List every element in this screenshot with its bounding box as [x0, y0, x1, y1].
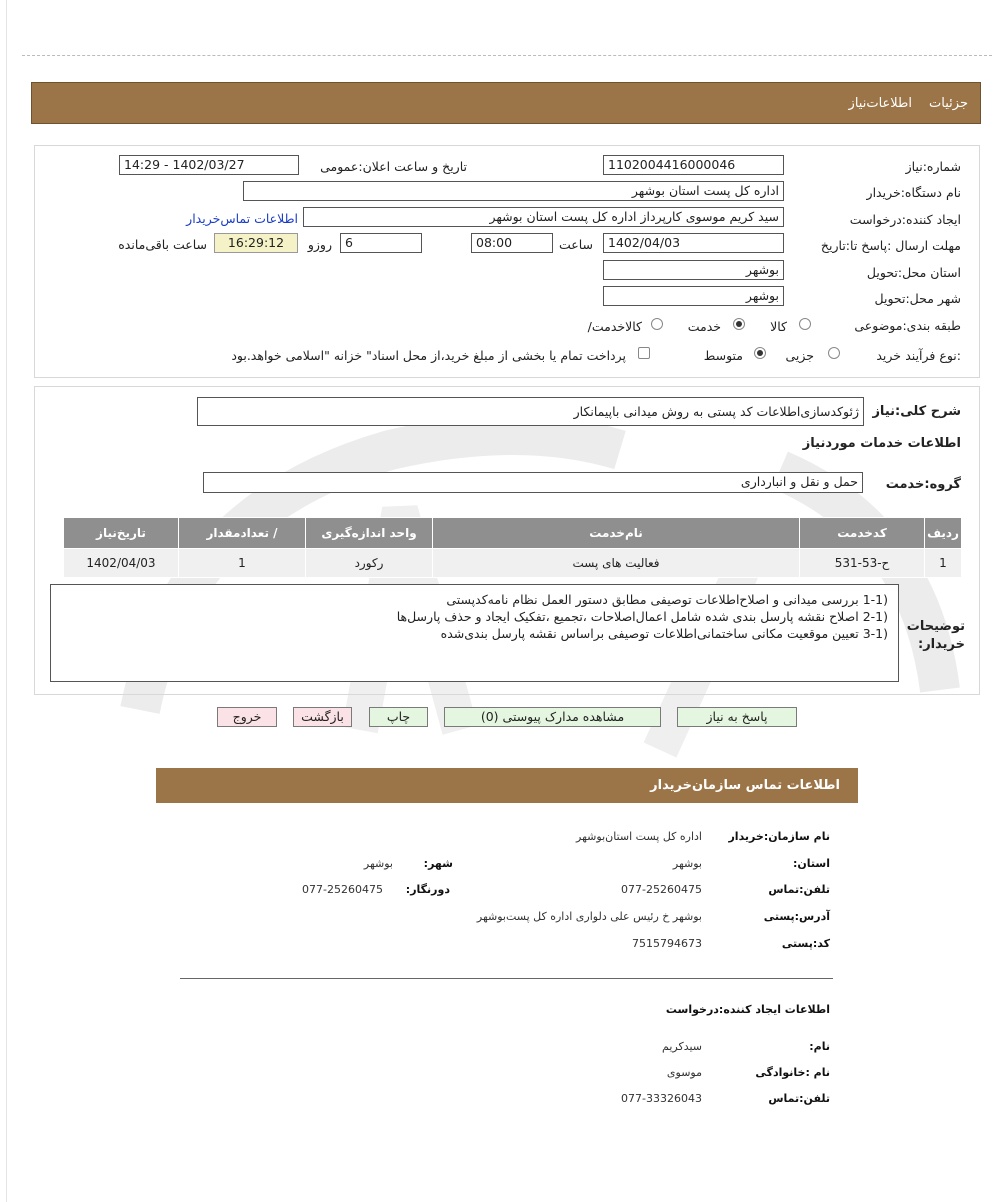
need-number-field: 1102004416000046: [603, 155, 784, 175]
process-label: نوع فرآیند:: [905, 348, 961, 363]
remaining-timer: 16:29:12: [214, 233, 298, 253]
back-button[interactable]: بازگشت: [293, 707, 352, 727]
note-line: (2-1 اصلاح نقشه پارسل بندی شده شامل اعمال‌اصلاحات ،تجمیع ،تفکیک ایجاد و حذف پارسل‌ها: [396, 609, 888, 624]
cell-service-name: فعالیت های پست: [433, 549, 800, 578]
contact-phone-label: تلفن:تماس: [768, 883, 830, 896]
requester-name-value: سیدکریم: [662, 1040, 702, 1053]
contact-divider: [180, 978, 833, 979]
creator-field: سید کریم موسوی کارپرداز اداره کل پست استان بوشهر: [303, 207, 784, 227]
buyer-notes-box: [50, 584, 899, 682]
col-unit: واحد اندازه‌گیری: [306, 518, 433, 549]
deadline-time-field: 08:00: [471, 233, 553, 253]
category-label: طبقه بندی:موضوعی: [854, 318, 961, 333]
contact-fax-value: 077-25260475: [302, 883, 383, 896]
radio-partial-label: جزیی: [785, 348, 814, 363]
cell-unit: رکورد: [306, 549, 433, 578]
radio-medium-label: متوسط: [703, 348, 743, 363]
col-service-code: کدخدمت: [800, 518, 925, 549]
print-button[interactable]: چاپ: [369, 707, 428, 727]
buyer-org-field: اداره کل پست استان بوشهر: [243, 181, 784, 201]
deadline-date-field: 1402/04/03: [603, 233, 784, 253]
requester-name-label: :نام: [809, 1040, 830, 1053]
payment-note: پرداخت تمام یا بخشی از مبلغ خرید،از محل اسناد" خزانه "اسلامی خواهد.بود: [231, 348, 626, 363]
requester-title: اطلاعات ایجاد کننده:درخواست: [665, 1003, 830, 1016]
buyer-org-label: نام دستگاه:خریدار: [866, 185, 961, 200]
tab-need-info[interactable]: اطلاعات‌نیاز: [848, 96, 912, 111]
service-group-label: گروه:خدمت: [885, 477, 961, 492]
contact-org-label: نام سازمان:خریدار: [728, 830, 830, 843]
radio-goods-service-label: /کالاخدمت: [587, 319, 642, 334]
page-left-border: [6, 0, 7, 1202]
table-row: [64, 549, 962, 578]
note-line: (3-1 تعیین موقعیت مکانی ساختمانی‌اطلاعات توصیفی براساس نقشه پارسل بندی‌شده: [440, 626, 888, 641]
contact-postal-value: 7515794673: [632, 937, 702, 950]
contact-city-label: :شهر: [423, 857, 453, 870]
remaining-label: ساعت باقی‌مانده: [118, 237, 207, 252]
contact-address-label: آدرس:پستی: [763, 910, 830, 923]
cell-need-date: 1402/04/03: [64, 549, 179, 578]
radio-medium[interactable]: [754, 347, 766, 359]
city-label: شهر محل:تحویل: [874, 291, 961, 306]
deadline-label: مهلت ارسال :پاسخ تا:تاریخ: [820, 238, 961, 253]
buyer-notes-label-line2: :خریدار: [918, 637, 965, 652]
buyer-notes-label-line1: توضیحات: [906, 619, 965, 634]
radio-service-label: خدمت: [687, 319, 721, 334]
contact-org-value: اداره کل پست استان‌بوشهر: [576, 830, 702, 843]
col-row: ردیف: [925, 518, 962, 549]
reply-button[interactable]: پاسخ به نیاز: [677, 707, 797, 727]
requester-family-label: نام :خانوادگی: [755, 1066, 830, 1079]
buyer-contact-link[interactable]: اطلاعات تماس‌خریدار: [186, 211, 298, 226]
table-header-row: [64, 518, 962, 549]
contact-fax-label: :دورنگار: [405, 883, 450, 896]
radio-partial[interactable]: [828, 347, 840, 359]
radio-goods[interactable]: [799, 318, 811, 330]
radio-service[interactable]: [733, 318, 745, 330]
process-buy: خرید: [876, 348, 901, 363]
col-quantity: / تعدادمقدار: [179, 518, 306, 549]
contact-province-value: بوشهر: [672, 857, 702, 870]
requester-phone-label: تلفن:تماس: [768, 1092, 830, 1105]
contact-province-label: :استان: [792, 857, 830, 870]
city-field: بوشهر: [603, 286, 784, 306]
col-service-name: نام‌خدمت: [433, 518, 800, 549]
days-label: روزو: [307, 237, 332, 252]
exit-button[interactable]: خروج: [217, 707, 277, 727]
need-number-label: شماره:نیاز: [905, 159, 961, 174]
tab-details[interactable]: جزئيات: [929, 96, 968, 111]
days-field: 6: [340, 233, 422, 253]
announce-label: تاریخ و ساعت اعلان:عمومی: [320, 159, 467, 174]
contact-city-value: بوشهر: [363, 857, 393, 870]
page-header-bar: [31, 82, 981, 124]
creator-label: ایجاد کننده:درخواست: [849, 212, 961, 227]
cell-quantity: 1: [179, 549, 306, 578]
payment-checkbox[interactable]: [638, 347, 650, 359]
summary-field: ژئوکدسازی‌اطلاعات کد پستی به روش میدانی باپیمانکار: [197, 397, 864, 426]
contact-section-title: اطلاعات تماس سازمان‌خریدار: [650, 778, 840, 793]
cell-row: 1: [925, 549, 962, 578]
col-need-date: تاریخ‌نیاز: [64, 518, 179, 549]
contact-phone-value: 077-25260475: [621, 883, 702, 896]
announce-field: 1402/03/27 - 14:29: [119, 155, 299, 175]
deadline-time-label: ساعت: [558, 237, 593, 252]
service-group-field: حمل و نقل و انبارداری: [203, 472, 863, 493]
summary-label: شرح کلی:نیاز: [872, 404, 961, 419]
requester-family-value: موسوی: [666, 1066, 702, 1079]
contact-postal-label: کد:پستی: [781, 937, 830, 950]
province-field: بوشهر: [603, 260, 784, 280]
radio-goods-service[interactable]: [651, 318, 663, 330]
note-line: (1-1 بررسی میدانی و اصلاح‌اطلاعات توصیفی مطابق دستور العمل نظام نامه‌کدپستی: [446, 592, 888, 607]
need-info-panel: [34, 145, 980, 378]
services-title: اطلاعات خدمات موردنیاز: [802, 436, 961, 451]
radio-goods-label: کالا: [770, 319, 787, 334]
buyer-notes-label: [907, 618, 965, 654]
top-divider: [22, 55, 992, 56]
contact-section-header: [156, 768, 858, 803]
requester-phone-value: 077-33326043: [621, 1092, 702, 1105]
services-table: [63, 517, 962, 578]
attachments-button[interactable]: مشاهده مدارک پیوستی (0): [444, 707, 661, 727]
contact-address-value: بوشهر خ رئیس علی دلواری اداره کل پست‌بوشهر: [476, 910, 702, 923]
province-label: استان محل:تحویل: [866, 265, 961, 280]
cell-service-code: ح-53-531: [800, 549, 925, 578]
